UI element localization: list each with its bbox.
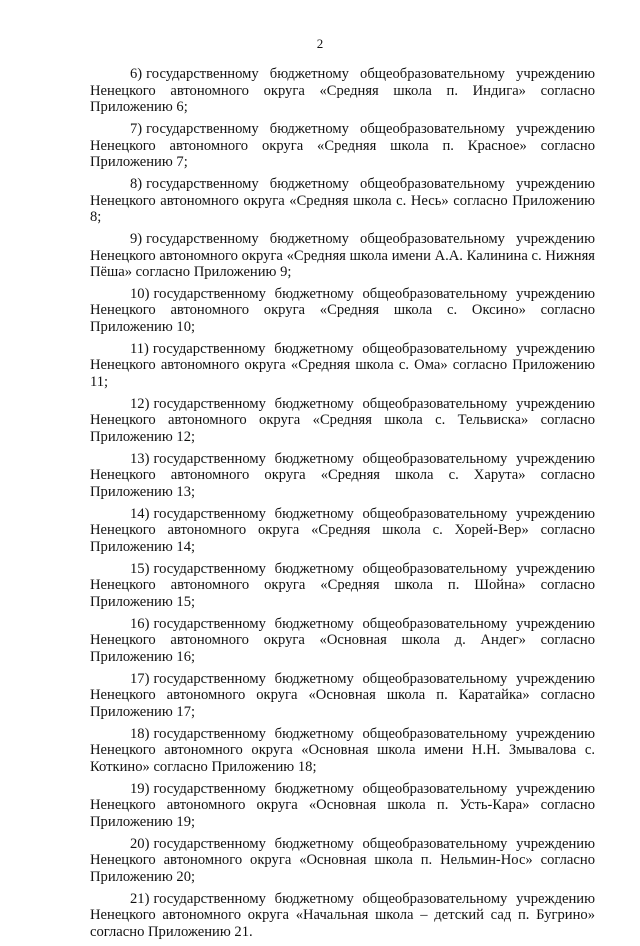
item-number: 15): [130, 560, 150, 577]
item-text: государственному бюджетному общеобразовательному учреждению Ненецкого автономного округа «Основная школа п. Каратайка» согласно Приложению 17;: [90, 670, 595, 720]
item-number: 14): [130, 505, 150, 522]
list-item: [90, 341, 595, 391]
list-item: [90, 121, 595, 171]
item-text: государственному бюджетному общеобразовательному учреждению Ненецкого автономного округа «Средняя школа с. Хорей-Вер» согласно Приложению 14;: [90, 505, 595, 555]
list-item: [90, 396, 595, 446]
list-item: [90, 836, 595, 886]
item-number: 8): [130, 175, 143, 192]
item-text: государственному бюджетному общеобразовательному учреждению Ненецкого автономного округа «Средняя школа с. Оксино» согласно Приложению 10;: [90, 285, 595, 336]
item-text: государственному бюджетному общеобразовательному учреждению Ненецкого автономного округа «Средняя школа с. Харута» согласно Приложению 13;: [90, 450, 595, 500]
item-text: государственному бюджетному общеобразовательному учреждению Ненецкого автономного округа «Средняя школа п. Шойна» согласно Приложению 15;: [90, 560, 595, 610]
item-number: 11): [130, 340, 149, 357]
item-number: 19): [130, 780, 150, 797]
list-item: [90, 726, 595, 776]
list-item: [90, 66, 595, 116]
item-number: 13): [130, 450, 150, 467]
item-text: государственному бюджетному общеобразовательному учреждению Ненецкого автономного округа «Основная школа д. Андег» согласно Приложению 16;: [90, 615, 595, 665]
item-number: 18): [130, 725, 150, 742]
item-text: государственному бюджетному общеобразовательному учреждению Ненецкого автономного округа «Средняя школа п. Красное» согласно Приложению 7;: [90, 120, 595, 171]
list-item: [90, 286, 595, 336]
item-number: 10): [130, 285, 150, 302]
item-number: 12): [130, 395, 150, 412]
item-text: государственному бюджетному общеобразовательному учреждению Ненецкого автономного округа «Средняя школа с. Несь» согласно Приложению 8;: [90, 175, 595, 226]
item-text: государственному бюджетному общеобразовательному учреждению Ненецкого автономного округа «Основная школа п. Нельмин-Нос» согласно Приложению 20;: [90, 835, 595, 885]
item-number: 7): [130, 120, 143, 137]
item-number: 17): [130, 670, 150, 687]
item-number: 20): [130, 835, 150, 852]
list-item: [90, 891, 595, 941]
item-number: 16): [130, 615, 150, 632]
list-item: [90, 176, 595, 226]
list-item: [90, 231, 595, 281]
list-item: [90, 616, 595, 666]
list-item: [90, 781, 595, 831]
item-text: государственному бюджетному общеобразовательному учреждению Ненецкого автономного округа «Средняя школа имени А.А. Калинина с. Нижняя Пёша» согласно Приложению 9;: [90, 230, 595, 281]
item-number: 21): [130, 890, 150, 907]
item-text: государственному бюджетному общеобразовательному учреждению Ненецкого автономного округа «Средняя школа с. Ома» согласно Приложению 11;: [90, 340, 595, 391]
list-item: [90, 451, 595, 501]
item-text: государственному бюджетному общеобразовательному учреждению Ненецкого автономного округа «Основная школа имени Н.Н. Змывалова с. Коткино» согласно Приложению 18;: [90, 725, 595, 775]
document-body: [90, 66, 595, 946]
item-text: государственному бюджетному общеобразовательному учреждению Ненецкого автономного округа «Основная школа п. Усть-Кара» согласно Приложению 19;: [90, 780, 595, 830]
item-text: государственному бюджетному общеобразовательному учреждению Ненецкого автономного округа «Средняя школа п. Индига» согласно Приложению 6;: [90, 66, 595, 116]
list-item: [90, 671, 595, 721]
item-number: 9): [130, 230, 143, 247]
list-item: [90, 506, 595, 556]
item-number: 6): [130, 66, 143, 82]
page-number: 2: [316, 36, 324, 51]
list-item: [90, 561, 595, 611]
item-text: государственному бюджетному общеобразовательному учреждению Ненецкого автономного округа «Начальная школа – детский сад п. Бугрино» согласно Приложению 21.: [90, 890, 595, 940]
item-text: государственному бюджетному общеобразовательному учреждению Ненецкого автономного округа «Средняя школа с. Тельвиска» согласно Приложению 12;: [90, 395, 595, 445]
